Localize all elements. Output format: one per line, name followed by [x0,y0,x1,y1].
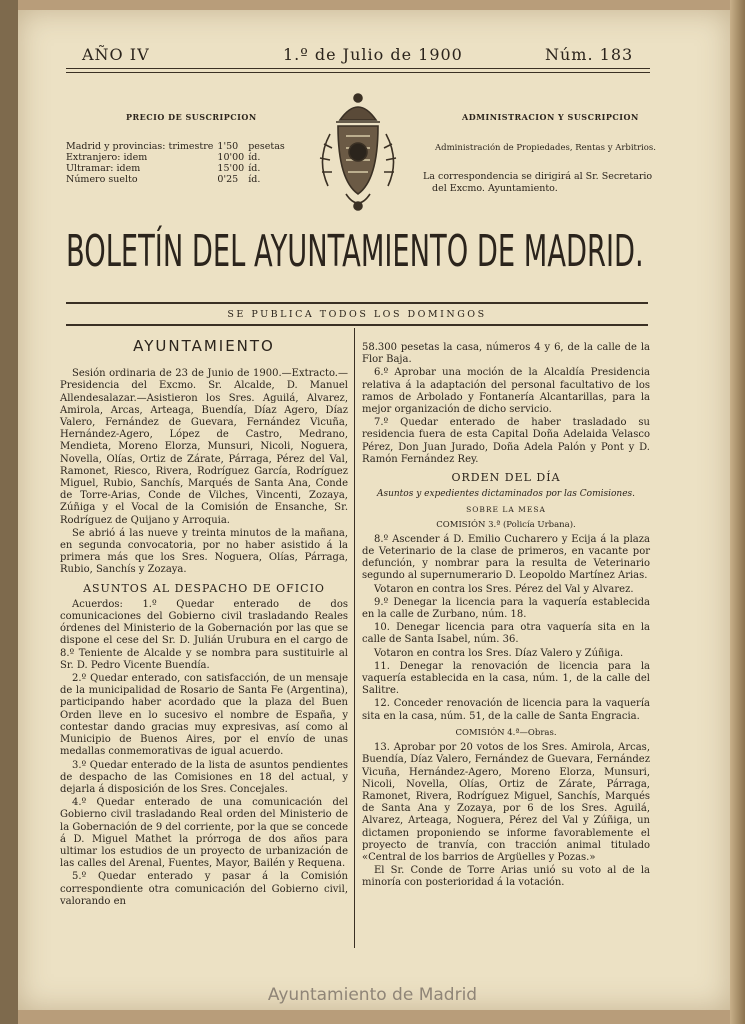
watermark: Ayuntamiento de Madrid [267,985,478,1005]
paragraph: 9.º Denegar la licencia para la vaquería establecida en la calle de Zurbano, núm. 18. [362,596,650,621]
correspondence-note: La correspondencia se dirigirá al Sr. Secretario [423,171,653,182]
price-value: 1'50 [217,141,239,152]
paragraph: Acuerdos: 1.º Quedar enterado de dos comunicaciones del Gobierno civil trasladando Reales órdenes del Ministerio de la Gobernación por las que se dispone el cese del Sr. D. Julián Urubura en el cargo de 8.º Teniente de Alcalde y se nombra para sustituirle al Sr. D. Pedro Vicente Buendía. [60,598,348,671]
session-summary: Sesión ordinaria de 23 de Junio de 1900.—Extracto.—Presidencia del Excmo. Sr. Alcalde, D. Manuel Allendesalazar.—Asistieron los Sres. Aguilá, Alvarez, Amirola, Arcas, Arteaga, Buendía, Díaz Agero, Díaz Valero, Fernández de Guevara, Fernández Vicuña, Hernández-Agero, López de Castro, Medrano, Mendieta, Moreno Elorza, Munsuri, Nicoli, Noguera, Novella, Olías, Ortiz de Zárate, Párraga, Pérez del Val, Ramonet, Riesco, Rivera, Rodríguez García, Rodríguez Miguel, Rubio, Sanchís, Marqués de Santa Ana, Conde de Torre-Arias, Conde de Vilches, Vincenti, Zozaya, Zúñiga y el Vocal de la Comisión de Ensanche, Sr. Rodríguez de Quijano y Arroquia. [60,368,348,526]
left-column [60,337,348,909]
column-divider [354,328,355,948]
order-heading: ORDEN DEL DÍA [451,471,561,485]
administration-office: Administración de Propiedades, Rentas y Arbitrios. [435,143,656,153]
paragraph: 4.º Quedar enterado de una comunicación del Gobierno civil trasladando Real orden del Ministerio de la Gobernación de 9 del corriente, por la que se concede á D. Miguel Mathet la prórroga de dos años para ultimar los estudios de un proyecto de urbanización de las calles del Arenal, Fuentes, Mayor, Bailén y Requena. [60,797,348,870]
paragraph: 3.º Quedar enterado de la lista de asuntos pendientes de despacho de las Comisiones en 18 del actual, y dejarla á disposición de los Sres. Concejales. [60,759,348,795]
price-label: Número suelto [66,174,138,185]
masthead-rule [66,68,650,69]
price-label: Extranjero: idem [66,152,148,163]
paragraph: 12. Conceder renovación de licencia para la vaquería sita en la casa, núm. 51, de la calle de Santa Engracia. [362,698,650,722]
paragraph: 11. Denegar la renovación de licencia para la vaquería establecida en la casa, núm. 1, de la calle del Salitre. [362,660,650,697]
commission-4-heading: COMISIÓN 4.ª—Obras. [455,727,557,738]
paragraph: 13. Aprobar por 20 votos de los Sres. Amirola, Arcas, Buendía, Díaz Valero, Fernández de Guevara, Fernández Vicuña, Hernández-Agero, Moreno Elorza, Munsuri, Nicoli, Novella, Olías, Ortiz de Zárate, Párraga, Ramonet, Rivera, Rodríguez Miguel, Sanchís, Marqués de Santa Ana y Zozaya, por 6 de los Sres. Aguilá, Alvarez, Arteaga, Noguera, Pérez del Val y Zúñiga, un dictamen proponiendo se informe favorablemente el proyecto de tranvía, con tracción animal titulado «Central de los barrios de Argüelles y Pozas.» [362,742,650,863]
paragraph: 8.º Ascender á D. Emilio Cucharero y Ecija á la plaza de Veterinario de la clase de primeros, en vacante por defunción, y nombrar para la resulta de Veterinario segundo al supernumerario D. Leopoldo Martínez Arias. [362,533,650,582]
paragraph: 58.300 pesetas la casa, números 4 y 6, de la calle de la Flor Baja. [362,342,650,366]
title-rule [66,302,648,304]
paragraph: 5.º Quedar enterado y pasar á la Comisión correspondiente otra comunicación del Gobierno civil, valorando en [60,871,348,907]
subsection-heading: ASUNTOS AL DESPACHO DE OFICIO [83,581,325,595]
paragraph: Votaron en contra los Sres. Díaz Valero y Zúñiga. [374,647,624,659]
year-label: AÑO IV [82,45,150,64]
price-unit: íd. [248,152,261,163]
date-label: 1.º de Julio de 1900 [283,45,463,64]
price-label: Ultramar: idem [66,163,141,174]
masthead-rule-2 [66,72,650,73]
price-value: 15'00 [217,163,245,174]
newspaper-title: BOLETÍN DEL AYUNTAMIENTO DE MADRID. [66,226,644,277]
paragraph: Votaron en contra los Sres. Pérez del Val y Alvarez. [374,583,634,595]
price-unit: pesetas [248,141,285,152]
price-label: Madrid y provincias: trimestre [66,141,214,152]
price-row [64,141,287,152]
issue-number: Núm. 183 [545,45,634,64]
correspondence-note-2: del Excmo. Ayuntamiento. [432,183,558,194]
subscription-heading: PRECIO DE SUSCRIPCION [126,112,257,122]
price-unit: íd. [248,174,261,185]
price-value: 10'00 [217,152,245,163]
order-subheading: Asuntos y expedientes dictaminados por las Comisiones. [376,489,636,500]
price-value: 0'25 [217,174,239,185]
paragraph: 10. Denegar licencia para otra vaquería sita en la calle de Santa Isabel, núm. 36. [362,622,650,646]
commission-3-heading: COMISIÓN 3.ª (Policía Urbana). [436,519,576,530]
session-opening: Se abrió á las nueve y treinta minutos de la mañana, en segunda convocatoria, por no haber asistido á la primera más que los Sres. Noguera, Olías, Párraga, Rubio, Sanchís y Zozaya. [60,527,348,576]
left-page-edge [0,0,18,1024]
paragraph: 2.º Quedar enterado, con satisfacción, de un mensaje de la municipalidad de Rosario de Santa Fe (Argentina), participando haber acordado que la plaza del Buen Orden lleve en lo sucesivo el nombre de España, y contestar dando gracias muy expresivas, así como al Municipio de Buenos Aires, por el envío de unas medallas conmemorativas de igual acuerdo. [60,673,348,758]
section-heading: AYUNTAMIENTO [133,337,275,355]
subtitle-rule [66,324,648,326]
price-row [64,152,287,163]
price-unit: íd. [248,163,261,174]
paragraph: El Sr. Conde de Torre Arias unió su voto al de la minoría con posterioridad á la votación. [362,865,650,889]
subscription-prices [64,141,287,185]
coat-of-arms-icon [310,90,406,218]
mesa-heading: SOBRE LA MESA [466,505,546,515]
price-row [64,163,287,174]
administration-heading: ADMINISTRACION Y SUSCRIPCION [462,112,639,122]
paragraph: 6.º Aprobar una moción de la Alcaldía Presidencia relativa á la adaptación del personal facultativo de los ramos de Arbolado y Fontanería Alcantarillas, para la mejor organización de dicho servicio. [362,367,650,416]
right-column [362,342,650,891]
paragraph: 7.º Quedar enterado de haber trasladado su residencia fuera de esta Capital Doña Adelaida Velasco Pérez, Don Juan Jurado, Doña Adela Palón y Pont y D. Ramón Fernández Rey. [362,417,650,465]
right-page-edge [730,0,745,1024]
price-row [64,174,287,185]
publication-subtitle: SE PUBLICA TODOS LOS DOMINGOS [227,309,487,320]
